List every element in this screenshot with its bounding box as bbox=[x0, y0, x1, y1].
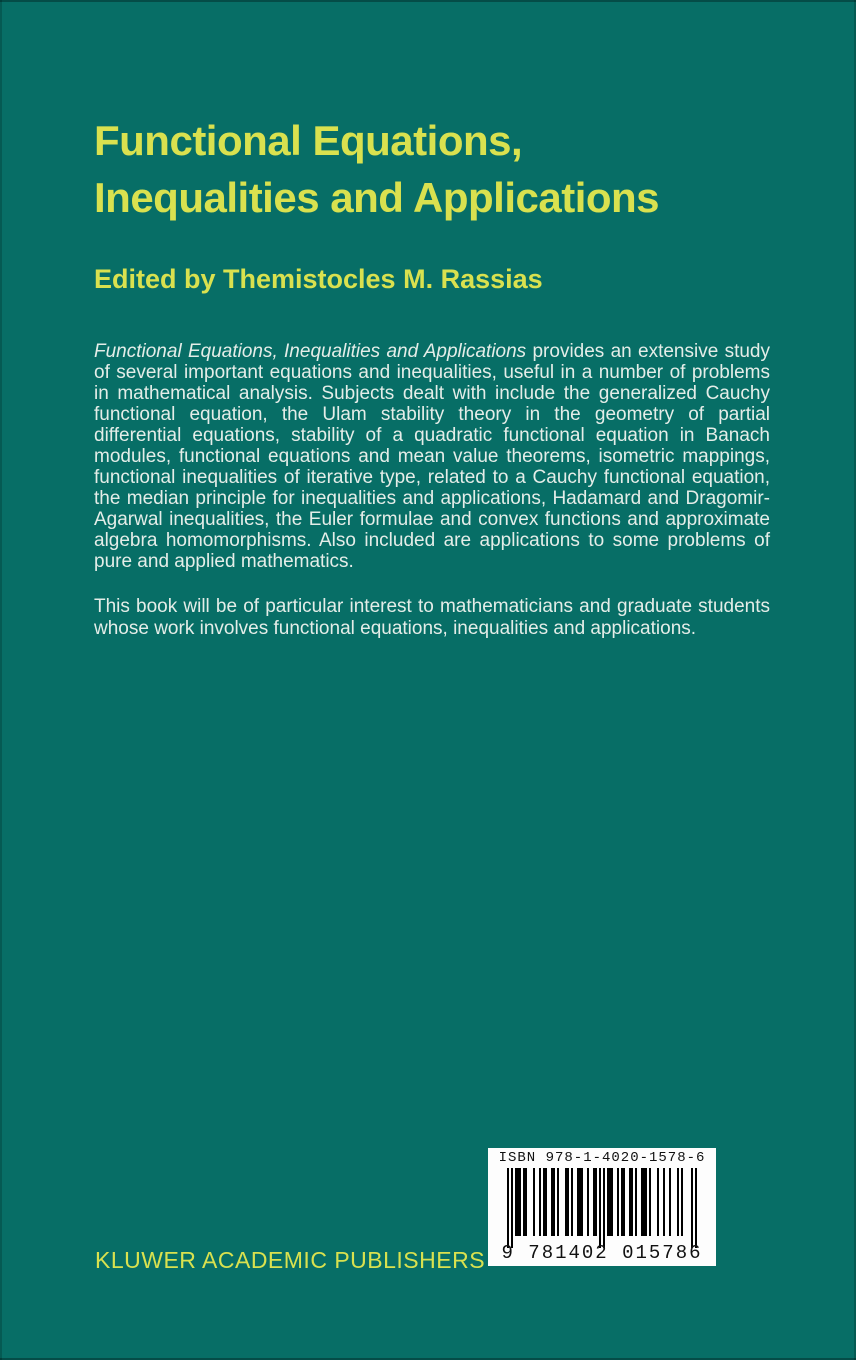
synopsis-text: provides an extensive study of several important equations and inequalities, useful in a number of problems in mathematical analysis. Subjects dealt with include the generalized Cauchy functional equation, the Ulam stability theory in the geometry of partial differential equations, stability of a quadratic functional equation in Banach modules, functional equations and mean value theorems, isometric mappings, functional inequalities of iterative type, related to a Cauchy functional equation, the median principle for inequalities and applications, Hadamard and Dragomir-Agarwal inequalities, the Euler formulae and convex functions and approximate algebra homomorphisms. Also included are applications to some problems of pure and applied mathematics. bbox=[94, 341, 770, 572]
audience-paragraph: This book will be of particular interest to mathematicians and graduate students whose work involves functional equations, inequalities and applications. bbox=[94, 596, 770, 639]
book-title-line2: Inequalities and Applications bbox=[94, 174, 660, 221]
publisher-name: KLUWER ACADEMIC PUBLISHERS bbox=[95, 1247, 486, 1273]
book-title-line1: Functional Equations, bbox=[94, 117, 523, 164]
synopsis-paragraph bbox=[94, 341, 770, 572]
barcode-digits: 9 781402 015786 bbox=[501, 1242, 703, 1264]
barcode-bars bbox=[488, 1168, 716, 1236]
isbn-number-label: ISBN 978-1-4020-1578-6 bbox=[498, 1150, 706, 1166]
isbn-barcode bbox=[488, 1148, 716, 1266]
book-title bbox=[94, 112, 794, 226]
editor-line: Edited by Themistocles M. Rassias bbox=[94, 264, 543, 294]
synopsis-title-italic: Functional Equations, Inequalities and Applications bbox=[94, 341, 527, 362]
